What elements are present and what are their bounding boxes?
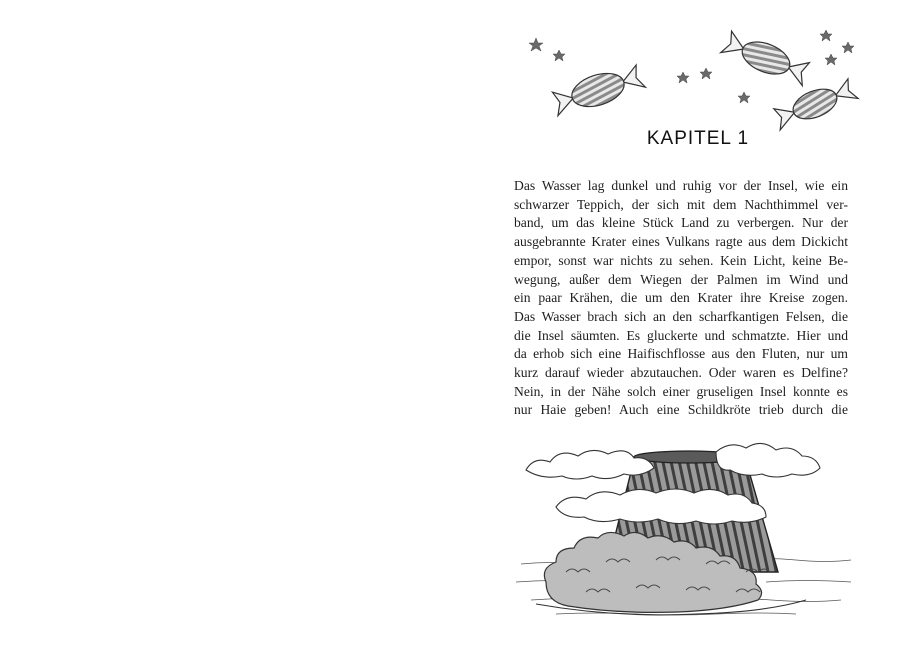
- chapter-title: KAPITEL 1: [646, 128, 750, 149]
- candy-icon: [720, 29, 812, 88]
- text-line: schwarzer Teppich, der sich mit dem Nachthimmel ver-: [514, 196, 848, 212]
- candy-icon: [550, 62, 647, 119]
- text-line: Das Wasser lag dunkel und ruhig vor der Insel, wie ein: [514, 178, 848, 193]
- text-line: ausgebrannte Krater eines Vulkans ragte aus dem Dickicht: [514, 234, 848, 250]
- body-text: [514, 177, 848, 420]
- text-line: da erhob sich eine Haifischflosse aus den Fluten, nur um: [514, 346, 848, 362]
- text-line: Das Wasser brach sich an den scharfkantigen Felsen, die: [514, 308, 848, 324]
- text-line: band, um das kleine Stück Land zu verbergen. Nur der: [514, 215, 848, 231]
- right-page: [458, 0, 917, 648]
- text-line: Nein, in der Nähe solch einer gruseligen Insel konnte es: [514, 383, 848, 399]
- text-line: ein paar Krähen, die um den Krater ihre Kreise zogen.: [514, 290, 848, 306]
- left-page-blank: [0, 0, 458, 648]
- text-line: kurz darauf wieder abzutauchen. Oder waren es Delfine?: [514, 365, 848, 381]
- text-line: wegung, außer dem Wiegen der Palmen im Wind und: [514, 271, 848, 287]
- text-line: empor, sonst war nichts zu sehen. Kein Licht, keine Be-: [514, 252, 848, 268]
- candy-icon: [771, 76, 859, 132]
- candy-stars-illustration: [528, 20, 868, 135]
- text-line: nur Haie geben! Auch eine Schildkröte trieb durch die: [514, 402, 848, 418]
- text-line: die Insel säumten. Es gluckerte und schmatzte. Hier und: [514, 327, 848, 343]
- volcano-island-icon: [516, 432, 856, 632]
